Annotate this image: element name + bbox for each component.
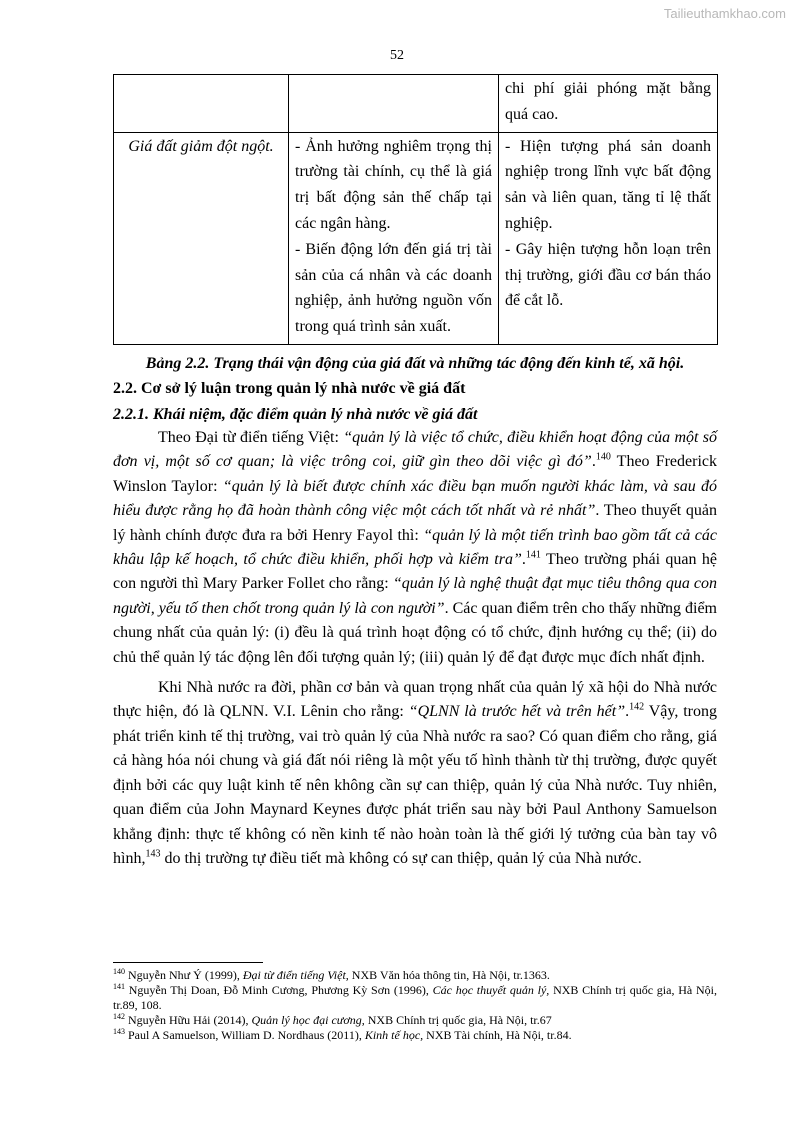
text-run: Theo Frederick Winslon Taylor:	[113, 453, 718, 495]
text-run: .	[591, 453, 596, 471]
text-run: .	[521, 551, 526, 569]
body-text	[113, 426, 717, 871]
quote-dictionary: “quản lý là việc tổ chức, điều khiển hoạt động của một số đơn vị, một số cơ quan; là việc trông coi, giữ gìn theo dõi việc gì đó”	[113, 429, 718, 471]
paragraph-1	[113, 426, 717, 670]
table-cell: chi phí giải phóng mặt bằng quá cao.	[499, 75, 718, 133]
footnote-143: $^{143}$ Paul A Samuelson, William D. Nordhaus (2011), Kinh tế học, NXB Tài chính, Hà Nội, tr.84.	[113, 1027, 572, 1042]
footnote-ref: 140	[595, 452, 611, 464]
text-run: Theo trường phái quan hệ con người thì Mary Parker Follet cho rằng:	[113, 551, 718, 593]
quote-lenin: “QLNN là trước hết và trên hết”	[408, 703, 626, 721]
subsection-heading: 2.2.1. Khái niệm, đặc điểm quản lý nhà nước về giá đất	[113, 406, 478, 423]
text-run: do thị trường tự điều tiết mà không có sự can thiệp, quản lý của Nhà nước.	[160, 849, 642, 867]
text-run: Khi Nhà nước ra đời, phần cơ bản và quan trọng nhất của quản lý xã hội do Nhà nước thực hiện, đó là QLNN. V.I. Lênin cho rằng:	[113, 679, 717, 721]
quote-taylor: “quản lý là biết được chính xác điều bạn muốn người khác làm, và sau đó hiểu được rằng họ đã hoàn thành công việc một cách tốt nhất và rẻ nhất”	[113, 477, 718, 520]
text-run: . Theo thuyết quản lý hành chính được đưa ra bởi Henry Fayol thì:	[113, 502, 717, 544]
table-row	[114, 75, 718, 133]
footnote-142: $^{142}$ Nguyễn Hữu Hải (2014), Quản lý học đại cương, NXB Chính trị quốc gia, Hà Nội, tr.67	[113, 1012, 552, 1027]
cell-item: - Gây hiện tượng hỗn loạn trên thị trường, giới đầu cơ bán tháo để cắt lỗ.	[505, 240, 711, 310]
table-caption: Bảng 2.2. Trạng thái vận động của giá đất và những tác động đến kinh tế, xã hội.	[145, 355, 685, 372]
section-heading: 2.2. Cơ sở lý luận trong quản lý nhà nước về giá đất	[113, 380, 466, 397]
page-number: 52	[390, 48, 404, 63]
impact-table	[113, 74, 718, 345]
table-row	[114, 132, 718, 344]
text-run: .	[625, 703, 630, 721]
quote-fayol: “quản lý là một tiến trình bao gồm tất cả các khâu lập kế hoạch, tổ chức điều khiển, phối hợp và kiểm tra”	[113, 526, 718, 569]
footnote-divider	[113, 962, 263, 963]
cell-item: - Ảnh hưởng nghiêm trọng thị trường tài chính, cụ thể là giá trị bất động sản thế chấp tại các ngân hàng.	[295, 137, 492, 232]
cell-item: - Hiện tượng phá sản doanh nghiệp trong lĩnh vực bất động sản và liên quan, tăng tỉ lệ thất nghiệp.	[505, 137, 711, 232]
table-cell-social-impact	[499, 132, 718, 344]
watermark: Tailieuthamkhao.com	[663, 6, 786, 21]
table-cell	[289, 75, 499, 133]
table-cell-financial-impact	[289, 132, 499, 344]
footnote-ref: 142	[629, 702, 645, 714]
table-cell	[114, 75, 289, 133]
quote-follet: “quản lý là nghệ thuật đạt mục tiêu thông qua con người, yếu tố then chốt trong quản lý là con người”	[113, 575, 718, 617]
text-run: . Các quan điểm trên cho thấy những điểm chung nhất của quản lý: (i) đều là quá trình hoạt động có tổ chức, định hướng cụ thể; (ii) do chủ thể quản lý tác động lên đối tượng quản lý; (iii) quản lý để đạt được mục đích nhất định.	[113, 599, 718, 666]
table-cell-price-drop: Giá đất giảm đột ngột.	[114, 132, 289, 344]
text-run: Theo Đại từ điển tiếng Việt:	[158, 429, 344, 446]
footnote-ref: 141	[525, 549, 541, 561]
text-run: Vậy, trong phát triển kinh tế thị trường, vai trò quản lý của Nhà nước ra sao? Có quan điểm cho rằng, giá cả hàng hóa nói chung và giá đất nói riêng là một yếu tố hình thành từ thị trường, được quyết định bởi các quy luật kinh tế nên không cần sự can thiệp, quản lý của Nhà nước. Tuy nhiên, quan điểm của John Maynard Keynes được phát triển sau này bởi Paul Anthony Samuelson khẳng định: thực tế không có nền kinh tế nào hoàn toàn là thế giới lý tưởng của bàn tay vô hình,	[113, 703, 718, 867]
paragraph-2	[113, 676, 717, 871]
footnote-ref: 143	[145, 848, 161, 860]
footnotes	[113, 968, 717, 1043]
footnote-141: $^{141}$ Nguyễn Thị Doan, Đỗ Minh Cương, Phương Kỳ Sơn (1996), Các học thuyết quản lý, NXB Chính trị quốc gia, Hà Nội, tr.89, 108.	[113, 982, 717, 1012]
footnote-140: $^{140}$ Nguyễn Như Ý (1999), Đại từ điển tiếng Việt, NXB Văn hóa thông tin, Hà Nội, tr.1363.	[113, 967, 550, 982]
cell-item: - Biến động lớn đến giá trị tài sản của cá nhân và các doanh nghiệp, ảnh hưởng nguồn vốn trong quá trình sản xuất.	[295, 240, 492, 336]
